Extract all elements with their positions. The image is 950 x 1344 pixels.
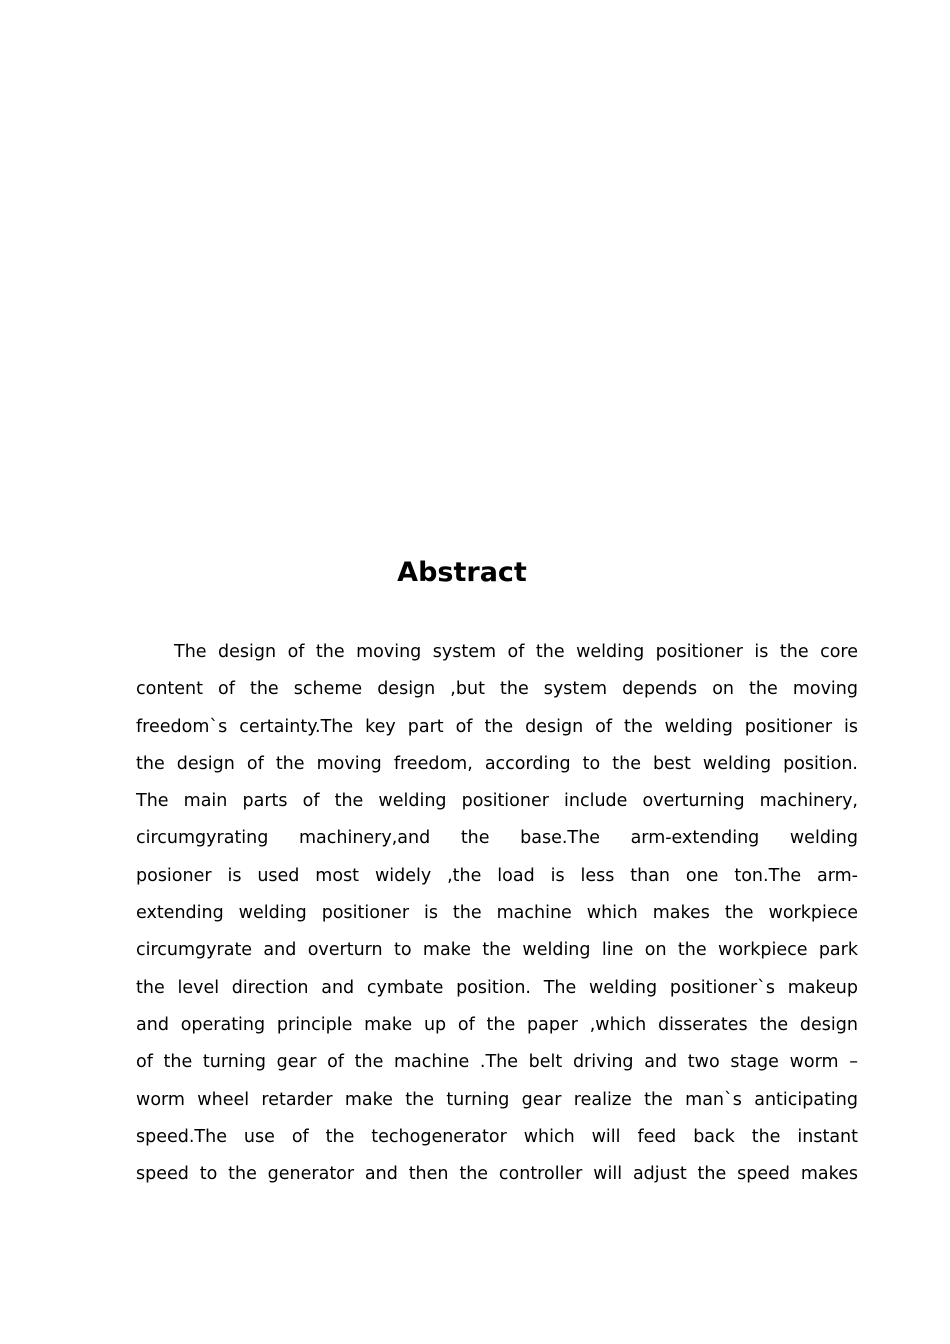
abstract-line: content of the scheme design ,but the system depends on the moving [136, 679, 858, 700]
abstract-line: the level direction and cymbate position. The welding positioner`s makeup [136, 977, 858, 998]
abstract-line: circumgyrating machinery,and the base.The arm-extending welding [136, 828, 858, 849]
abstract-line: The design of the moving system of the welding positioner is the core [174, 642, 858, 662]
abstract-line: worm wheel retarder make the turning gear realize the man`s anticipating [136, 1089, 858, 1110]
abstract-line: extending welding positioner is the machine which makes the workpiece [136, 903, 858, 924]
abstract-line: posioner is used most widely ,the load is less than one ton.The arm- [136, 865, 858, 886]
abstract-line: the design of the moving freedom, according to the best welding position. [136, 753, 858, 774]
abstract-body [136, 634, 858, 1193]
abstract-line: and operating principle make up of the paper ,which disserates the design [136, 1014, 858, 1035]
abstract-line: of the turning gear of the machine .The belt driving and two stage worm – [136, 1052, 858, 1073]
abstract-line: The main parts of the welding positioner include overturning machinery, [136, 791, 858, 812]
abstract-line: speed to the generator and then the controller will adjust the speed makes [136, 1164, 858, 1185]
page-title: Abstract [397, 557, 527, 588]
abstract-line: freedom`s certainty.The key part of the design of the welding positioner is [136, 716, 858, 737]
abstract-line: circumgyrate and overturn to make the welding line on the workpiece park [136, 940, 858, 961]
abstract-line: speed.The use of the techogenerator which will feed back the instant [136, 1126, 858, 1147]
